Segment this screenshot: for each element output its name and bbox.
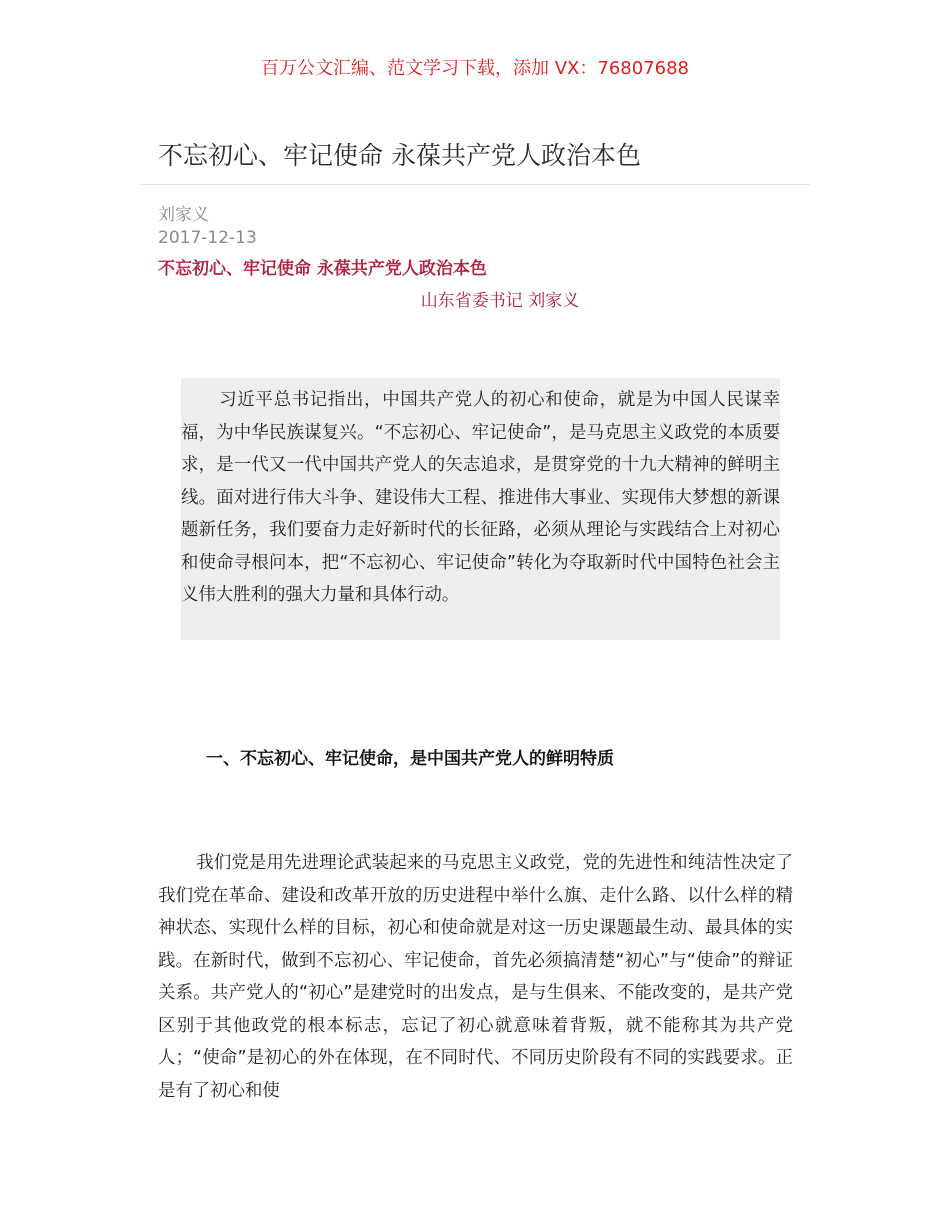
section-heading: 一、不忘初心、牢记使命，是中国共产党人的鲜明特质 xyxy=(206,749,614,769)
body-paragraph: 我们党是用先进理论武装起来的马克思主义政党，党的先进性和纯洁性决定了我们党在革命、建设和改革开放的历史进程中举什么旗、走什么路、以什么样的精神状态、实现什么样的目标，初心和使命就是对这一历史课题最生动、最具体的实践。在新时代，做到不忘初心、牢记使命，首先必须搞清楚“初心”与“使命”的辩证关系。共产党人的“初心”是建党时的出发点，是与生俱来、不能改变的，是共产党区别于其他政党的根本标志，忘记了初心就意味着背叛，就不能称其为共产党人；“使命”是初心的外在体现，在不同时代、不同历史阶段有不同的实践要求。正是有了初心和使 xyxy=(158,853,793,1101)
title-divider xyxy=(140,184,810,185)
page-title: 不忘初心、牢记使命 永葆共产党人政治本色 xyxy=(158,141,641,170)
publish-date: 2017-12-13 xyxy=(158,228,257,248)
body-section xyxy=(158,847,793,1107)
article-byline: 山东省委书记 刘家义 xyxy=(420,291,580,311)
article-subtitle: 不忘初心、牢记使命 永葆共产党人政治本色 xyxy=(158,259,487,279)
author-name: 刘家义 xyxy=(158,205,209,225)
promo-banner: 百万公文汇编、范文学习下载，添加 VX：76807688 xyxy=(261,58,689,79)
quote-block xyxy=(181,378,780,640)
quote-paragraph: 习近平总书记指出，中国共产党人的初心和使命，就是为中国人民谋幸福，为中华民族谋复兴。“不忘初心、牢记使命”，是马克思主义政党的本质要求，是一代又一代中国共产党人的矢志追求，是贯穿党的十九大精神的鲜明主线。面对进行伟大斗争、建设伟大工程、推进伟大事业、实现伟大梦想的新课题新任务，我们要奋力走好新时代的长征路，必须从理论与实践结合上对初心和使命寻根问本，把“不忘初心、牢记使命”转化为夺取新时代中国特色社会主义伟大胜利的强大力量和具体行动。 xyxy=(181,390,780,605)
